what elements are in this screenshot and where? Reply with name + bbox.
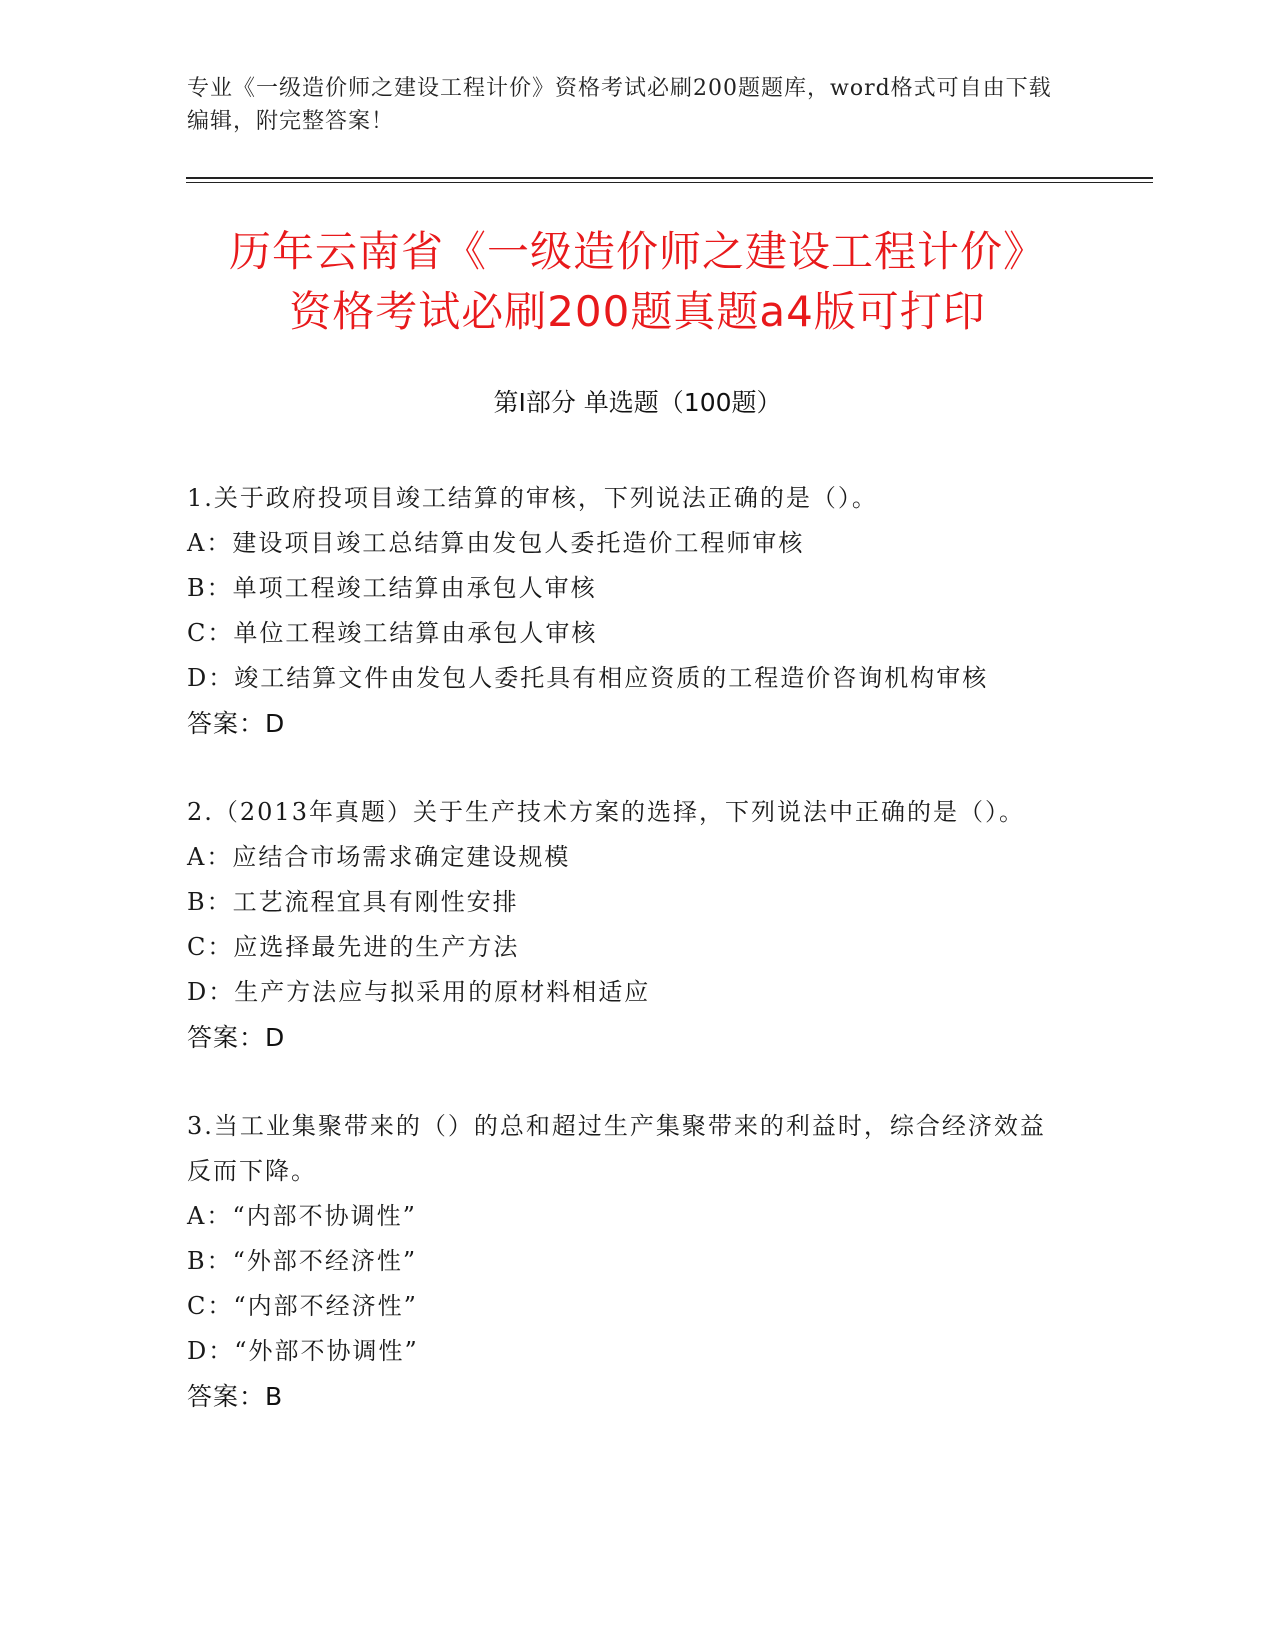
option-a: A：建设项目竣工总结算由发包人委托造价工程师审核 <box>187 529 805 557</box>
option-b: B：工艺流程宜具有刚性安排 <box>187 888 519 916</box>
answer: 答案：D <box>187 1023 286 1052</box>
question-stem: 3.当工业集聚带来的（）的总和超过生产集聚带来的利益时，综合经济效益反而下降。 <box>187 1112 1046 1185</box>
section-heading: 第Ⅰ部分 单选题（100题） <box>493 388 782 417</box>
option-c: C：单位工程竣工结算由承包人审核 <box>187 619 598 647</box>
question-stem: 1.关于政府投项目竣工结算的审核，下列说法正确的是（）。 <box>187 484 878 512</box>
document-title-line-1: 历年云南省《一级造价师之建设工程计价》 <box>228 227 1046 276</box>
question-3 <box>187 1104 1067 1419</box>
document-title-line-2: 资格考试必刷200题真题a4版可打印 <box>289 287 986 336</box>
question-2 <box>187 790 1067 1060</box>
option-a: A：应结合市场需求确定建设规模 <box>187 843 571 871</box>
answer: 答案：B <box>187 1382 284 1411</box>
option-d: D：竣工结算文件由发包人委托具有相应资质的工程造价咨询机构审核 <box>187 664 989 692</box>
option-d: D：“外部不协调性” <box>187 1337 419 1365</box>
header-note: 专业《一级造价师之建设工程计价》资格考试必刷200题题库，word格式可自由下载编辑，附完整答案！ <box>187 76 1052 134</box>
answer: 答案：D <box>187 709 286 738</box>
option-c: C：“内部不经济性” <box>187 1292 418 1320</box>
header-divider-thin <box>186 182 1153 183</box>
question-stem: 2.（2013年真题）关于生产技术方案的选择，下列说法中正确的是（）。 <box>187 798 1025 826</box>
question-list <box>187 476 1067 1463</box>
option-d: D：生产方法应与拟采用的原材料相适应 <box>187 978 651 1006</box>
option-c: C：应选择最先进的生产方法 <box>187 933 520 961</box>
option-b: B：“外部不经济性” <box>187 1247 418 1275</box>
question-1 <box>187 476 1067 746</box>
option-a: A：“内部不协调性” <box>187 1202 417 1230</box>
option-b: B：单项工程竣工结算由承包人审核 <box>187 574 597 602</box>
header-divider-thick <box>186 177 1153 179</box>
document-title <box>150 222 1125 342</box>
